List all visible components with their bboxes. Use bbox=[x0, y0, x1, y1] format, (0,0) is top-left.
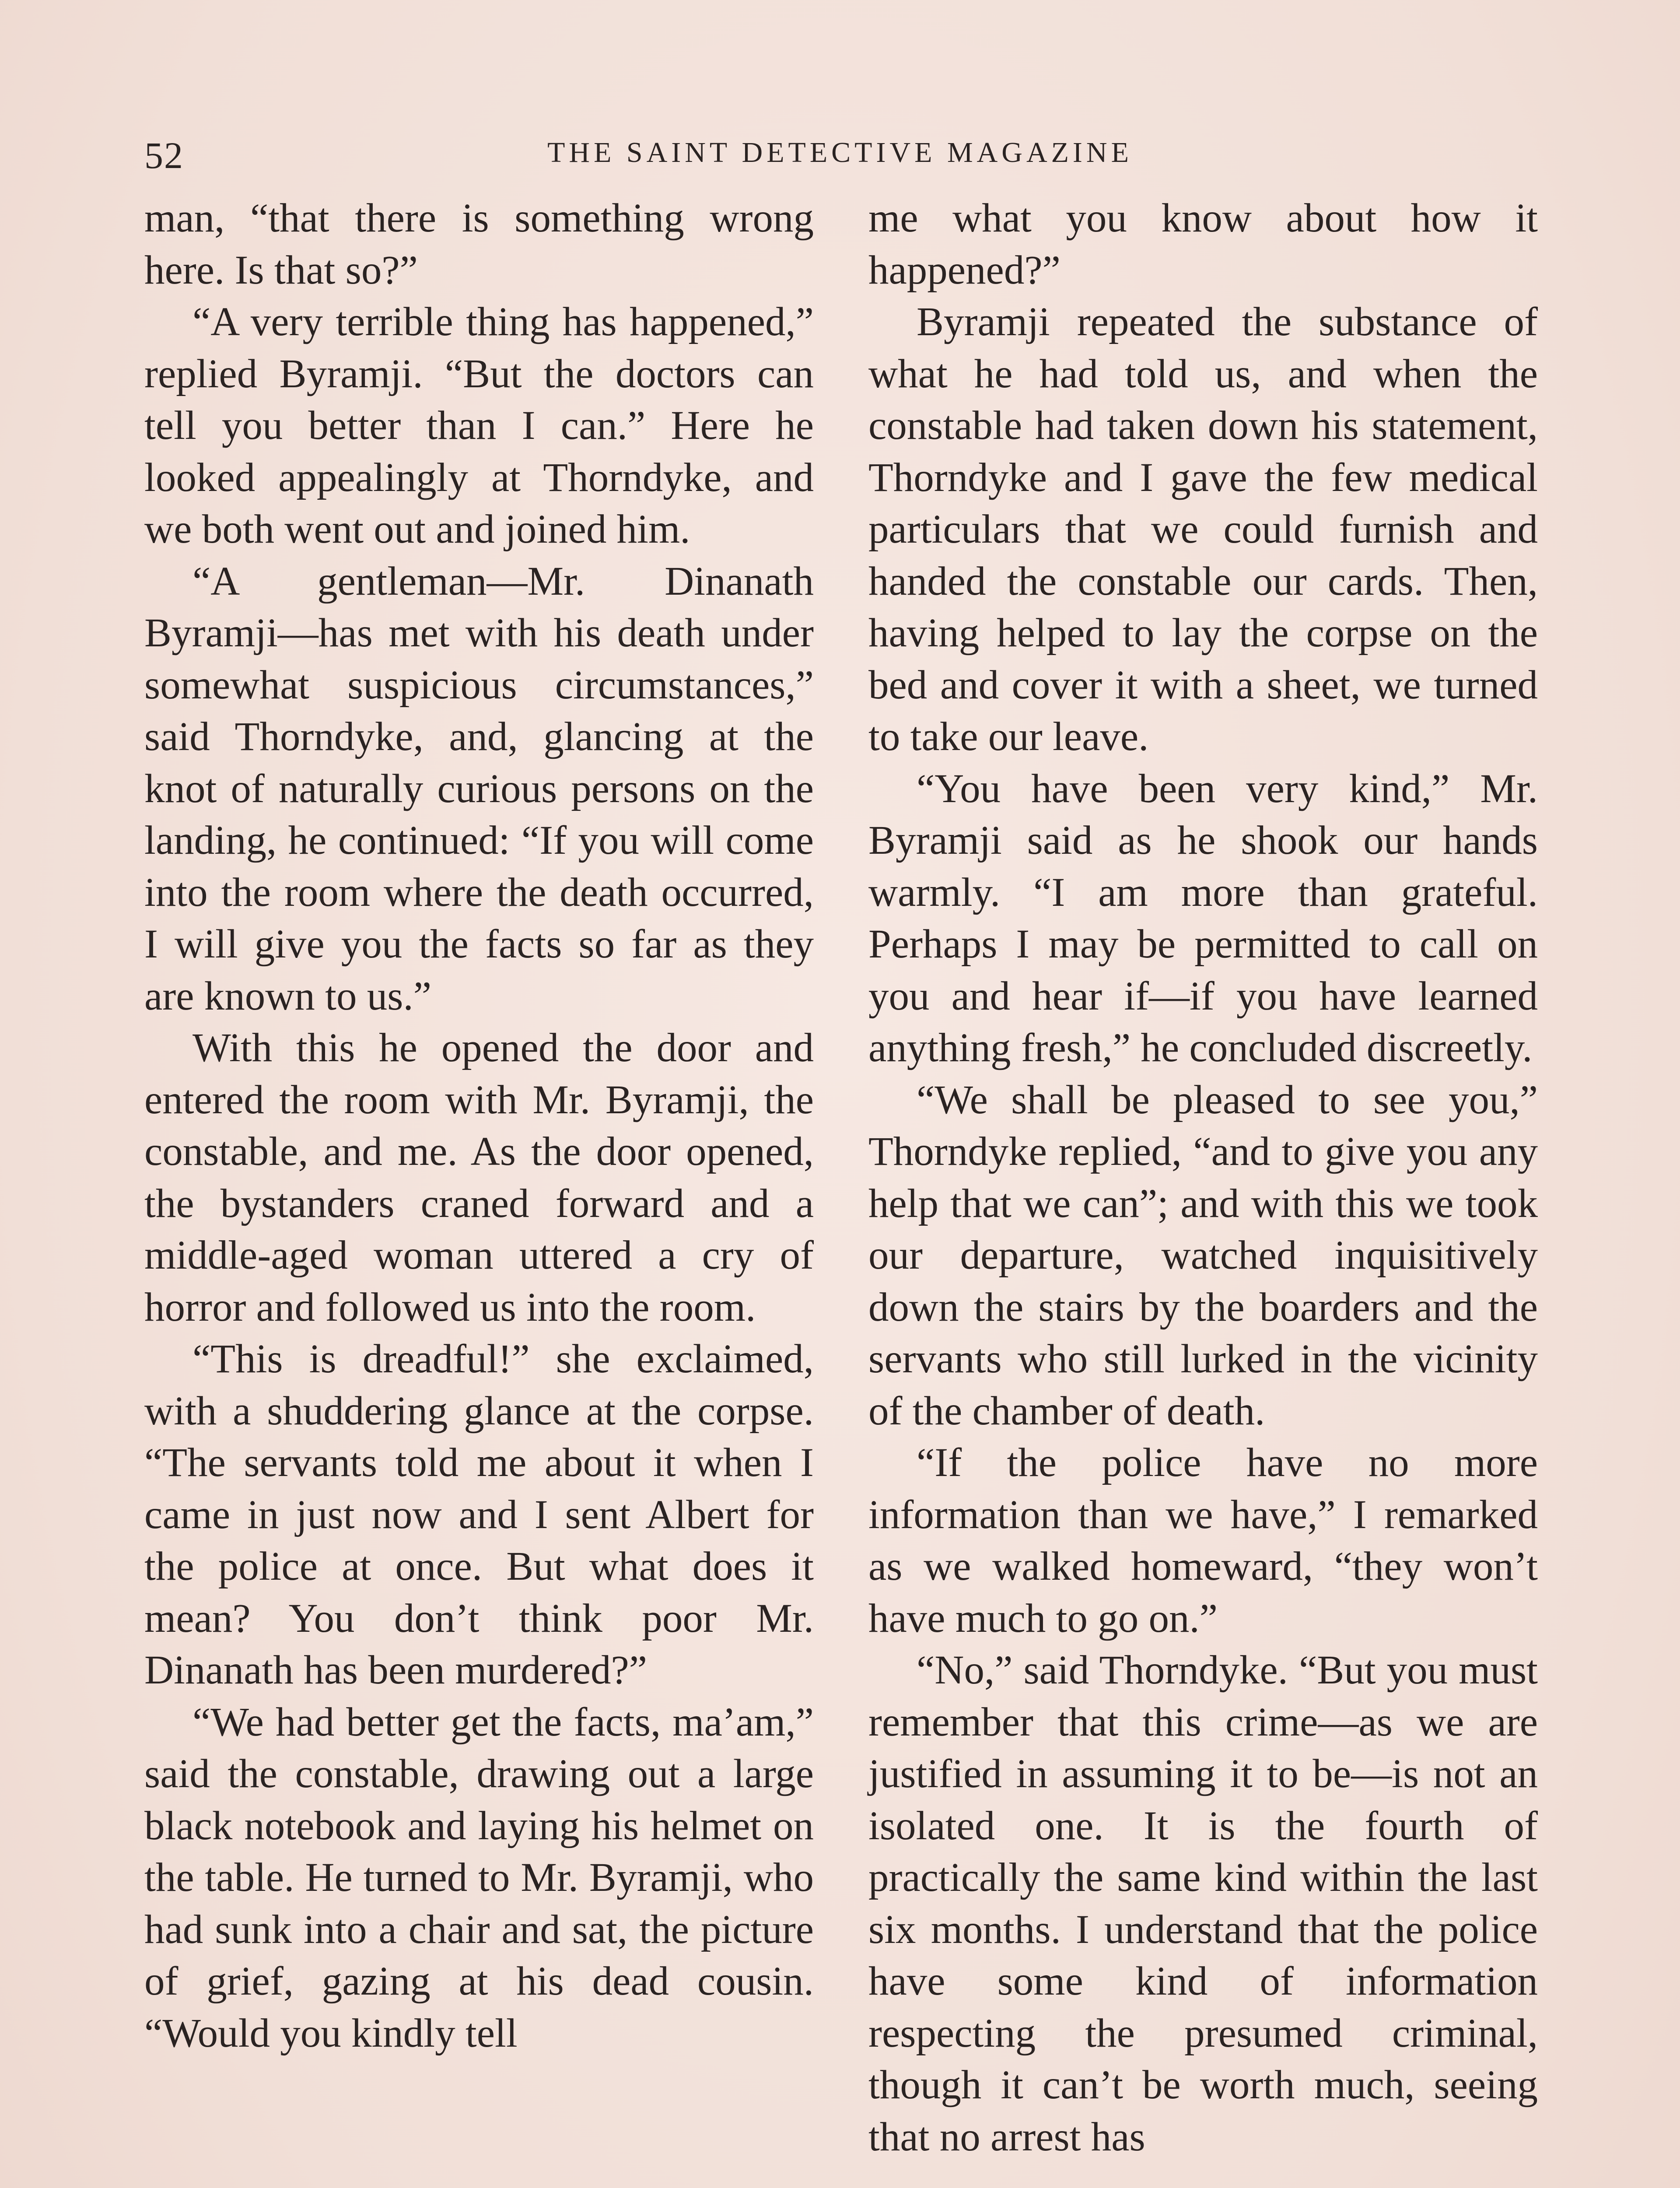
paragraph: Byramji repeated the substance of what he had told us, and when the constable had taken down his statement, Thorndyke and I gave the few medical particulars that we could furnish and handed the constable our cards. Then, having helped to lay the corpse on the bed and cover it with a sheet, we turned to take our leave. bbox=[868, 299, 1538, 759]
paragraph: “A gentleman—Mr. Dinanath Byramji—has met with his death under somewhat suspicious circumstances,” said Thorndyke, and, glancing at the knot of naturally curious persons on the landing, he continued: “If you will come into the room where the death occurred, I will give you the facts so far as they are known to us.” bbox=[144, 558, 814, 1019]
paragraph: “You have been very kind,” Mr. Byramji said as he shook our hands warmly. “I am more than grateful. Perhaps I may be permitted to call on you and hear if—if you have learned anything fresh,” he concluded discreetly. bbox=[868, 766, 1538, 1070]
right-column bbox=[868, 193, 1538, 2163]
paragraph: me what you know about how it happened?” bbox=[868, 196, 1538, 293]
paragraph: “No,” said Thorndyke. “But you must remember that this crime—as we are justified in assuming it to be—is not an isolated one. It is the fourth of practically the same kind within the last six months. I understand that the police have some kind of information respecting the presumed criminal, though it can’t be worth much, seeing that no arrest has bbox=[868, 1648, 1538, 2160]
paragraph: “A very terrible thing has happened,” replied Byramji. “But the doctors can tell you better than I can.” Here he looked appealingly at Thorndyke, and we both went out and joined him. bbox=[144, 299, 814, 552]
paragraph: “We shall be pleased to see you,” Thorndyke replied, “and to give you any help that we can”; and with this we took our departure, watched inquisitively down the stairs by the boarders and the servants who still lurked in the vicinity of the chamber of death. bbox=[868, 1077, 1538, 1434]
running-head: THE SAINT DETECTIVE MAGAZINE bbox=[547, 137, 1133, 168]
paragraph: “This is dreadful!” she exclaimed, with a shuddering glance at the corpse. “The servants told me about it when I came in just now and I sent Albert for the police at once. But what does it mean? You don’t think poor Mr. Dinanath has been murdered?” bbox=[144, 1336, 814, 1693]
paragraph: man, “that there is something wrong here. Is that so?” bbox=[144, 196, 814, 293]
paragraph: “If the police have no more information than we have,” I remarked as we walked homeward, “they won’t have much to go on.” bbox=[868, 1440, 1538, 1641]
paragraph: “We had better get the facts, ma’am,” said the constable, drawing out a large black notebook and laying his helmet on the table. He turned to Mr. Byramji, who had sunk into a chair and sat, the picture of grief, gazing at his dead cousin. “Would you kindly tell bbox=[144, 1699, 814, 2056]
page-number: 52 bbox=[144, 134, 184, 176]
page-header bbox=[144, 133, 1536, 186]
left-column bbox=[144, 193, 814, 2059]
paragraph: With this he opened the door and entered the room with Mr. Byramji, the constable, and me. As the door opened, the bystanders craned forward and a middle-aged woman uttered a cry of horror and followed us into the room. bbox=[144, 1025, 814, 1330]
